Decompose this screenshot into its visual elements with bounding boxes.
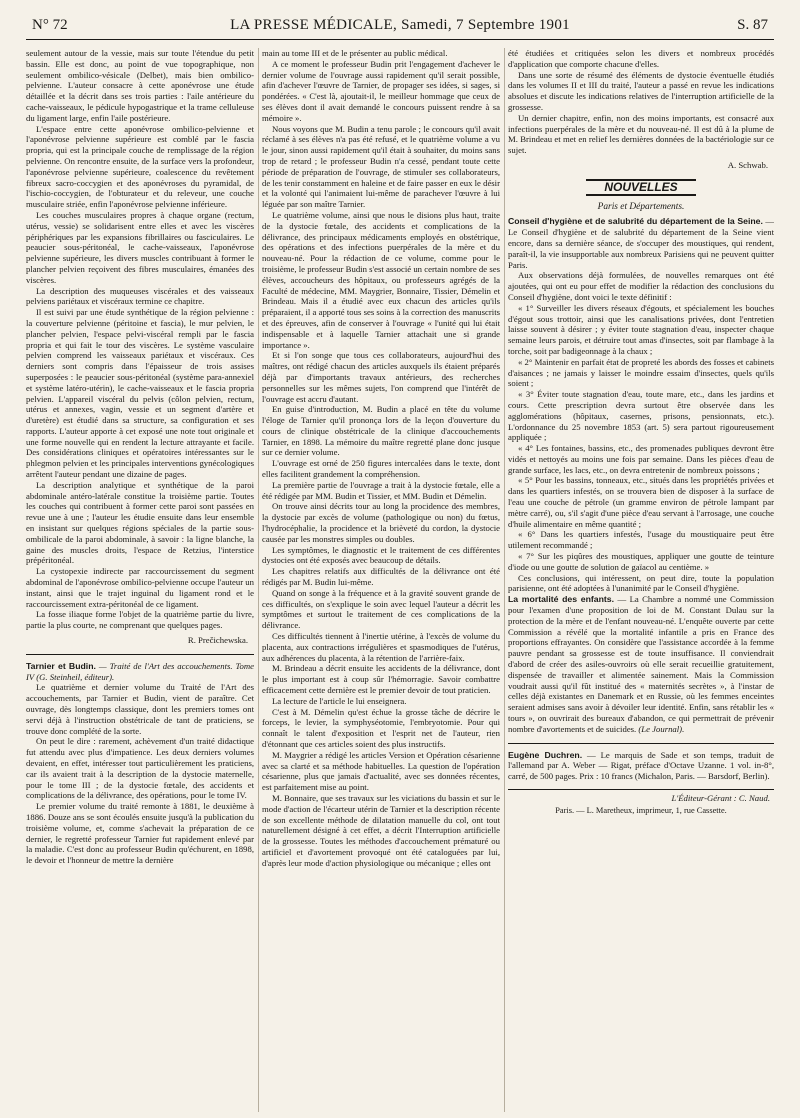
printer-credit: Paris. — L. Maretheux, imprimeur, 1, rue Cassette. <box>555 805 727 815</box>
paragraph: Le premier volume du traité remonte à 1881, le deuxième à 1886. Douze ans se sont écoulés ensuite jusqu'à la publication du troisième volume, et, comme s'achevait la préparation de ce dernier, le regretté professeur Tarnier fut rapidement enlevé par la maladie. C'est donc au professeur Budin qu'échurent, en 1898, le devoir et l'honneur de mettre la dernière <box>26 801 254 866</box>
paragraph: M. Bonnaire, que ses travaux sur les viciations du bassin et sur le mode d'action de l'écarteur utérin de Tarnier et la description récente de son excellente méthode de dilatation manuelle du col, ont tout naturellement désigné à cet effet, a décrit l'Interruption artificielle de la grossesse. Toutes les méthodes d'accouchement prématuré ou artificiel et d'avortement provoqué ont été cataloguées par lui, d'après leur mode d'action physiologique ou mécanique ; elles ont <box>262 792 500 868</box>
news-heading: NOUVELLES <box>586 179 695 196</box>
section-divider <box>508 743 774 744</box>
column-rule <box>258 48 259 1112</box>
paragraph: Aux observations déjà formulées, de nouvelles remarques ont été ajoutées, qui ont eu pour effet de modifier la rédaction des conclusions du Conseil d'hygiène, dont voici le texte définitif : <box>508 270 774 302</box>
paragraph: « 5° Pour les bassins, tonneaux, etc., situés dans les propriétés privées et dans les quartiers infestés, on se trouvera bien de disposer à la surface de l'eau une couche de pétrole (un gramme environ de pétrole lampant par mètre carré), ou, s'il s'agit d'une pièce d'eau servant à l'arrosage, une couche d'huile alimentaire en même quantité ; <box>508 475 774 529</box>
paragraph: On trouve ainsi décrits tour au long la procidence des membres, la dystocie par excès de volume (pathologique ou non) du fœtus, l'hydrocéphalie, la procidence et la brièveté du cordon, la dystocie causée par les monstres simples ou doubles. <box>262 501 500 544</box>
page-header <box>26 9 774 40</box>
paragraph: Quand on songe à la fréquence et à la gravité souvent grande de ces difficultés, on s'explique le soin avec lequel l'auteur a décrit les symptômes et surtout le traitement de ces complications de la délivrance. <box>262 587 500 631</box>
author-signature: R. Prečichewska. <box>187 635 248 646</box>
paragraph: main au tome III et de le présenter au public médical. <box>262 48 448 58</box>
news-body: — La Chambre a nommé une Commission pour l'examen d'une proposition de loi de M. Constant Dulau sur la protection de la mère et de l'enfant nouveau-né. L'enquête ouverte par cette Commission a révélé que la mortalité infantile a pris en France des proportions effrayantes. On considère que l'assistance accordée à la femme pauvre pendant sa grossesse est de toute insuffisance. Il conviendrait d'abord de créer des asiles-ouvroirs où elle serait recueillie gratuitement, dispensée de travailler et alimentée sainement. Mais la Commission voudrait aussi qu'il fût institué des « maternités secrètes », à l'instar de celles déjà existantes en Danemark et en Russie, où les femmes enceintes seraient admises sans avoir à dévoiler leur identité. Enfin, sans rétablir les « tours », on ouvrirait des bureaux d'abandon, ce qui permettrait de prévenir nombre d'avortements et de suicides. <box>508 594 774 734</box>
paragraph: Ces conclusions, qui intéressent, on peut dire, toute la population parisienne, ont été adoptées à l'unanimité par le Conseil d'hygiène. <box>508 572 774 594</box>
column-middle <box>262 48 500 1112</box>
news-banner <box>508 179 774 196</box>
paragraph: M. Maygrier a rédigé les articles Version et Opération césarienne avec sa clarté et sa méthode habituelles. La question de l'opération césarienne, plus que jamais d'actualité, avec ses données récentes, est parfaitement mise au point. <box>262 749 500 793</box>
paragraph: Il est suivi par une étude synthétique de la région pelvienne : la couverture pelvienne (péritoine et fascia), le mur pelvien, le plancher pelvien, l'espace pelvi-viscéral rempli par le fascia propria et qui fait le tour des viscères. Le système vasculaire pelvien comprend les vaisseaux pariétaux et viscéraux. Ces derniers sont compris dans l'épaisseur de trois assises superposées : le peaucier sous-péritonéal (système para-annexiel et système latéro-utérin), le cache-vaisseaux et le fascia propria pelvien. L'appareil viscéral du pelvis (côlon pelvien, rectum, utérus et annexes, vagin, vessie et un segment d'artère et d'uretère) est étudié dans sa structure, sa configuration et ses rapports. L'auteur apporte à cet exposé une note tout originale et une forme nouvelle qui en rendent la lecture attrayante et facile. Des considérations cliniques et opératoires intéressantes sur le phlegmon pelvien et les principales interventions gynécologiques arrêtent l'auteur pendant une dizaine de pages. <box>26 307 254 480</box>
paragraph: Nous voyons que M. Budin a tenu parole ; le concours qu'il avait réclamé à ses élèves n'a pas été refusé, et le quatrième volume a vu le jour, sinon aussi rapidement qu'il était à souhaiter, du moins sans trop de retard ; le professeur Budin n'a cessé, pendant toute cette période de préparation de l'ouvrage, de stimuler ses collaborateurs, de les tenir constamment en haleine et de faire passer en eux le désir et la volonté qui l'animaient lui-même de parachever l'œuvre à lui léguée par son maître Tarnier. <box>262 123 500 210</box>
paragraph: La lecture de l'article le lui enseignera. <box>272 695 407 706</box>
paragraph: « 4° Les fontaines, bassins, etc., des promenades publiques devront être vidés et nettoyés au moins une fois par semaine. Dans les pièces d'eau de grande surface, les lacs, etc., on devra entretenir de nombreux poissons ; <box>508 443 774 475</box>
paragraph: « 6° Dans les quartiers infestés, l'usage du moustiquaire peut être utilement recommandé ; <box>508 529 774 551</box>
paragraph: La première partie de l'ouvrage a trait à la dystocie fœtale, elle a été rédigée par MM. Budin et Tissier, et MM. Budin et Démelin. <box>262 479 500 501</box>
paragraph: C'est à M. Démelin qu'est échue la grosse tâche de décrire le forceps, le levier, la symphyséotomie, l'embryotomie. Pour qui connaît le talent d'exposition et l'esprit net de l'auteur, rien d'étonnant que ces articles soient des plus instructifs. <box>262 706 500 749</box>
paragraph: seulement autour de la vessie, mais sur toute l'étendue du petit bassin. Elle est donc, au point de vue topographique, non seulement ombilico-vésicale (Delbet), mais bien ombilico-pelvienne. L'auteur consacre à cette aponévrose une étude détaillée et la décrit dans ses trois parties : l'aile antérieure du cache-vaisseaux, le pédicule hypogastrique et la trame celluleuse du ligament large, enfin l'aile postérieure. <box>26 48 254 123</box>
news-body: — Le Conseil d'hygiène et de salubrité du département de la Seine vient encore, dans sa dernière séance, de s'occuper des moustiques, qui rendent, paraît-il, la vie insupportable aux nombreux Parisiens qui ne peuvent quitter Paris. <box>508 216 774 270</box>
paragraph: La description des muqueuses viscérales et des vaisseaux pelviens pariétaux et viscéraux termine ce chapitre. <box>26 285 254 307</box>
paragraph: Et si l'on songe que tous ces collaborateurs, aujourd'hui des maîtres, ont rédigé chacun des articles auxquels ils étaient préparés déjà par d'importants travaux antérieurs, des recherches personnelles sur les mêmes sujets, l'on comprend que l'intérêt de l'ouvrage est accru d'autant. <box>262 350 500 404</box>
footer-divider <box>508 789 774 790</box>
book-author: Eugène Duchren. <box>508 749 583 760</box>
paragraph: La fosse iliaque forme l'objet de la quatrième partie du livre, partie la plus courte, ne comprenant que quelques pages. <box>26 609 254 631</box>
section-heading: Paris et Départements. <box>597 201 685 212</box>
news-item-mortality <box>508 594 774 734</box>
news-item-hygiene <box>508 216 774 270</box>
editor-credit: L'Éditeur-Gérant : C. Naud. <box>671 793 770 803</box>
news-subheading: La mortalité des enfants. <box>508 594 615 605</box>
issue-number: N° 72 <box>32 17 68 33</box>
review-heading <box>26 661 254 683</box>
paragraph: été étudiées et critiquées selon les divers et nombreux procédés d'application que comporte chacune d'elles. <box>508 48 774 69</box>
column-right <box>508 48 774 1112</box>
paragraph: « 2° Maintenir en parfait état de propreté les abords des fosses et cabinets d'aisances ; ne jamais y laisser le moindre essaim d'insectes, quels qu'ils soient ; <box>508 356 774 389</box>
journal-title: LA PRESSE MÉDICALE, Samedi, 7 Septembre 1901 <box>230 17 570 33</box>
paragraph: A ce moment le professeur Budin prit l'engagement d'achever le dernier volume de l'ouvrage aussi rapidement qu'il serait possible, afin d'achever l'œuvre de Tarnier, de propager ses idées, si sages, si pondérées. « C'est là, ajoutait-il, le meilleur hommage que ceux de ses élèves dont il avait demandé le concours puissent rendre à sa mémoire ». <box>262 58 500 123</box>
news-source: (Le Journal). <box>638 723 685 734</box>
column-rule <box>504 48 505 1112</box>
review-book-info: — Traité de l'Art des accouchements. Tome IV (G. Steinheil, éditeur). <box>26 660 254 682</box>
paragraph: Ces difficultés tiennent à l'inertie utérine, à l'excès de volume du placenta, aux contractions irrégulières et spasmodiques de l'utérus, aux adhérences du placenta, à la rétention de l'arrière-faix. <box>262 631 500 663</box>
paragraph: L'espace entre cette aponévrose ombilico-pelvienne et l'aponévrose pelvienne supérieure est comblé par le fascia propria, qui est la principale couche de remplissage de la région pelvienne. On rencontre ensuite, de la surface vers la profondeur, l'aponévrose pelvienne supérieure, coalescence du revêtement fibreux sacro-coccygien et des aponévroses du pyramidal, de l'ischio-coccygien, de l'obturateur et du releveur, une couche musculaire striée, enfin l'aponévrose pelvienne inférieure. <box>26 123 254 210</box>
paragraph: « 7° Sur les piqûres des moustiques, appliquer une goutte de teinture d'iode ou une goutte de solution de gaïacol au centième. » <box>508 551 774 572</box>
column-left <box>26 48 254 1112</box>
paragraph: Les symptômes, le diagnostic et le traitement de ces différentes dystocies ont été exposés avec beaucoup de détails. <box>262 544 500 566</box>
paragraph: Dans une sorte de résumé des éléments de dystocie éventuelle étudiés dans les volumes II et III du traité, l'auteur a passé en revue les indications absolues et discute les indications relatives de l'interruption artificielle de la grossesse. <box>508 69 774 112</box>
news-subheading: Conseil d'hygiène et de salubrité du département de la Seine. <box>508 216 763 227</box>
page-number: S. 87 <box>737 17 768 33</box>
book-notice <box>508 750 774 782</box>
paragraph: On peut le dire : rarement, achèvement d'un traité didactique fut attendu avec plus d'impatience. Les deux derniers volumes devaient, en effet, intéresser tout particulièrement les praticiens, car ils avaient trait à la description de la dystocie maternelle, pour le tome III ; de la dystocie fœtale, des accidents et complications de la délivrance, des opérations, pour le tome IV. <box>26 736 254 801</box>
author-signature: A. Schwab. <box>727 159 768 170</box>
book-details: — Le marquis de Sade et son temps, traduit de l'allemand par A. Weber — Rigat, préface d'Octave Uzanne. 1 vol. in-8°, carré, de 500 pages. Prix : 10 francs (Michalon, Paris. — Barsdorf, Berlin). <box>508 749 774 782</box>
paragraph: Les chapitres relatifs aux difficultés de la délivrance ont été rédigés par M. Budin lui-même. <box>262 566 500 588</box>
paragraph: La description analytique et synthétique de la paroi abdominale antéro-latérale constitue la troisième partie. Toutes les couches qui contribuent à former cette paroi sont passées en revue une à une ; l'auteur les étudie ensuite dans leur ensemble en insistant sur quelques régions spéciales de la partie sous-ombilicale de la paroi abdominale, à savoir : la ligne blanche, la gaine des muscles droits, l'espace de Retzius, l'interstice prépéritonéal. <box>26 479 254 566</box>
section-divider <box>26 654 254 655</box>
review-title: Tarnier et Budin. <box>26 660 96 671</box>
paragraph: M. Brindeau a décrit ensuite les accidents de la délivrance, dont le plus important est à coup sûr l'hémorragie. Savoir combattre efficacement cette dernière est le premier devoir de tout praticien. <box>262 663 500 696</box>
paragraph: Le quatrième et dernier volume du Traité de l'Art des accouchements, par Tarnier et Budin, vient de paraître. Cet ouvrage, dès longtemps classique, dont les premiers tomes ont servi déjà à l'instruction obstétricale de tant de praticiens, se trouve donc complété de la sorte. <box>26 682 254 736</box>
paragraph: La cystopexie indirecte par raccourcissement du segment abdominal de l'aponévrose ombilico-pelvienne occupe l'auteur un instant, ainsi que le trajet inguinal du ligament rond et le raccourcissement extra-péritonéal de ce ligament. <box>26 566 254 609</box>
paragraph: En guise d'introduction, M. Budin a placé en tête du volume l'éloge de Tarnier qu'il prononça lors de la leçon d'ouverture du cours de clinique obstétricale de la clinique d'accouchements Tarnier, en 1898. La mémoire du maître regretté plane donc jusque sur ce dernier volume. <box>262 404 500 458</box>
paragraph: Le quatrième volume, ainsi que nous le disions plus haut, traite de la dystocie fœtale, des accidents et complications de la délivrance, des principaux médicaments employés en obstétrique, des opérations et des infections puerpérales de la mère et du nouveau-né. Pour la rédaction de ce volume, comme pour le troisième, le professeur Budin s'est associé un certain nombre de ses élèves, accoucheurs des hôpitaux, ou professeurs agrégés de la Faculté de médecine, MM. Maygrier, Bonnaire, Tissier, Démelin et Brindeau. Mais il a étudié avec eux chacun des articles qu'ils préparaient, il a apporté tous ses soins à la correction des manuscrits et des épreuves, afin de conserver à l'ouvrage « l'unité qui lui était indispensable et à laquelle Tarnier attachait une si grande importance ». <box>262 209 500 350</box>
paragraph: « 3° Éviter toute stagnation d'eau, toute mare, etc., dans les jardins et cours. Cette prescription devra surtout être observée dans les agglomérations (hôpitaux, casernes, prisons, pensionnats, etc.). L'ordonnance du 25 novembre 1853 (art. 5) sera partout rigoureusement appliquée ; <box>508 389 774 443</box>
paragraph: Les couches musculaires propres à chaque organe (rectum, utérus, vessie) se solidarisent entre elles et avec les viscères périphériques par les expansions fibrillaires ou fasciculaires. Le peaucier sous-péritonéal, le cache-vaisseaux, l'aponévrose pelvienne supérieure, les divers muscles contribuant à former le plancher pelvien reçoivent des fibres musculaires, émanées des viscères. <box>26 209 254 285</box>
paragraph: Un dernier chapitre, enfin, non des moins importants, est consacré aux infections puerpérales de la mère et du nouveau-né. Il est dû à la plume de M. Brindeau et met en relief les dernières données de la bactériologie sur ce sujet. <box>508 112 774 156</box>
paragraph: L'ouvrage est orné de 250 figures intercalées dans le texte, dont elles facilitent grandement la compréhension. <box>262 458 500 480</box>
paragraph: « 1° Surveiller les divers réseaux d'égouts, et spécialement les bouches d'égout sous trottoir, ainsi que les canalisations privées, dont l'entretien laisse souvent à désirer ; y éviter toute stagnation d'eau, inspecter chaque semaine leurs parois, et détruire tout amas d'insectes, soit par flambage à la torche, soit par badigeonnage à la chaux ; <box>508 302 774 356</box>
